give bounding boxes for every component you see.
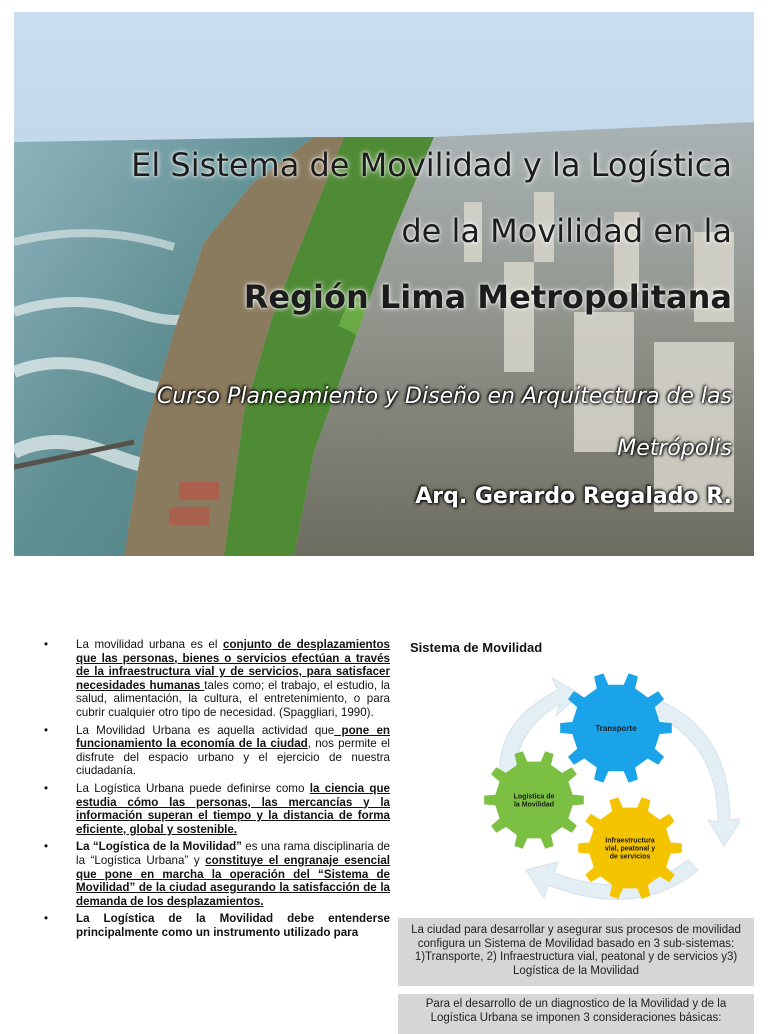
diagram-title: Sistema de Movilidad [410, 640, 543, 655]
bullet-item [44, 724, 390, 778]
gear-logistics [484, 751, 584, 848]
bullet-text-segment: es una rama disciplinaria de la “Logística Urbana” y [76, 840, 391, 867]
mobility-system-diagram [468, 670, 740, 910]
bullet-marker: • [44, 781, 49, 795]
diagram-caption: La ciudad para desarrollar y asegurar sus procesos de movilidad configura un Sistema de Movilidad basado en 3 sub-sistemas: 1)Transporte, 2) Infraestructura vial, peatonal y de servicios y3) Logística de la Movilidad [398, 918, 754, 986]
bullet-text-segment: , nos permite el disfrute del espacio urbano y el ejercicio de nuestra ciudadanía. [76, 737, 390, 778]
bullet-marker: • [44, 638, 49, 651]
bullet-item [44, 782, 390, 836]
bullet-item [44, 638, 390, 720]
bullet-text-segment: La movilidad urbana es el [76, 638, 223, 651]
bullet-item [44, 912, 390, 939]
slide-title-line-1: El Sistema de Movilidad y la Logística [131, 146, 732, 184]
slide-title-line-2: de la Movilidad en la [401, 212, 732, 250]
bullet-text-segment: La Movilidad Urbana es aquella actividad que [76, 723, 335, 737]
slide-title-line-3: Región Lima Metropolitana [243, 278, 732, 316]
bullet-text-segment: pone en funcionamiento la economía de la ciudad [76, 723, 390, 751]
bullet-text-segment: tales como; el trabajo, el estudio, la salud, alimentación, la cultura, el entretenimiento, o para cubrir cualquier otro tipo de necesidad. (Spaggliari, 1990). [76, 678, 390, 719]
bullet-marker: • [44, 912, 49, 926]
infrastructure-gear-label: de servicios [609, 853, 651, 861]
infrastructure-gear-label: vial, peatonal y [604, 845, 656, 853]
logistics-gear-label: la Movilidad [513, 801, 555, 809]
bullet-item [44, 840, 390, 908]
bullet-text-segment: constituye el engranaje esencial que pone en marcha la operación del “Sistema de Movilidad” de la ciudad asegurando la satisfacción de la demanda de los desplazamientos. [76, 853, 390, 908]
bullet-text-segment: la ciencia que estudia cómo las personas, las mercancías y la información superan el tiempo y la distancia de forma eficiente, global y sostenible. [76, 781, 390, 836]
bullet-marker: • [44, 723, 49, 737]
bullet-text-segment: La “Logística de la Movilidad” [76, 840, 242, 854]
content-slide [0, 600, 768, 1024]
bullet-marker: • [44, 840, 49, 854]
course-line-2: Metrópolis [617, 436, 732, 461]
gear-transport [560, 673, 672, 782]
bullet-text-segment: La Logística Urbana puede definirse como [76, 781, 310, 795]
bullet-text-segment: conjunto de desplazamientos que las personas, bienes o servicios efectúan a través de la infraestructura vial y de servicios, para satisfacer necesidades humanas [76, 638, 390, 692]
infrastructure-gear-label: Infraestructura [605, 837, 655, 845]
logistics-gear-label: Logística de [513, 793, 555, 801]
author-name: Arq. Gerardo Regalado R. [415, 484, 732, 509]
title-slide [14, 12, 754, 556]
bullet-text-segment: La Logística de la Movilidad debe entenderse principalmente como un instrumento utilizado para [76, 912, 390, 939]
considerations-caption: Para el desarrollo de un diagnostico de la Movilidad y de la Logística Urbana se imponen 3 consideraciones básicas: [398, 994, 754, 1034]
bullet-list [44, 638, 390, 943]
course-line-1: Curso Planeamiento y Diseño en Arquitectura de las [156, 384, 732, 409]
transport-gear-label: Transporte [595, 723, 637, 733]
